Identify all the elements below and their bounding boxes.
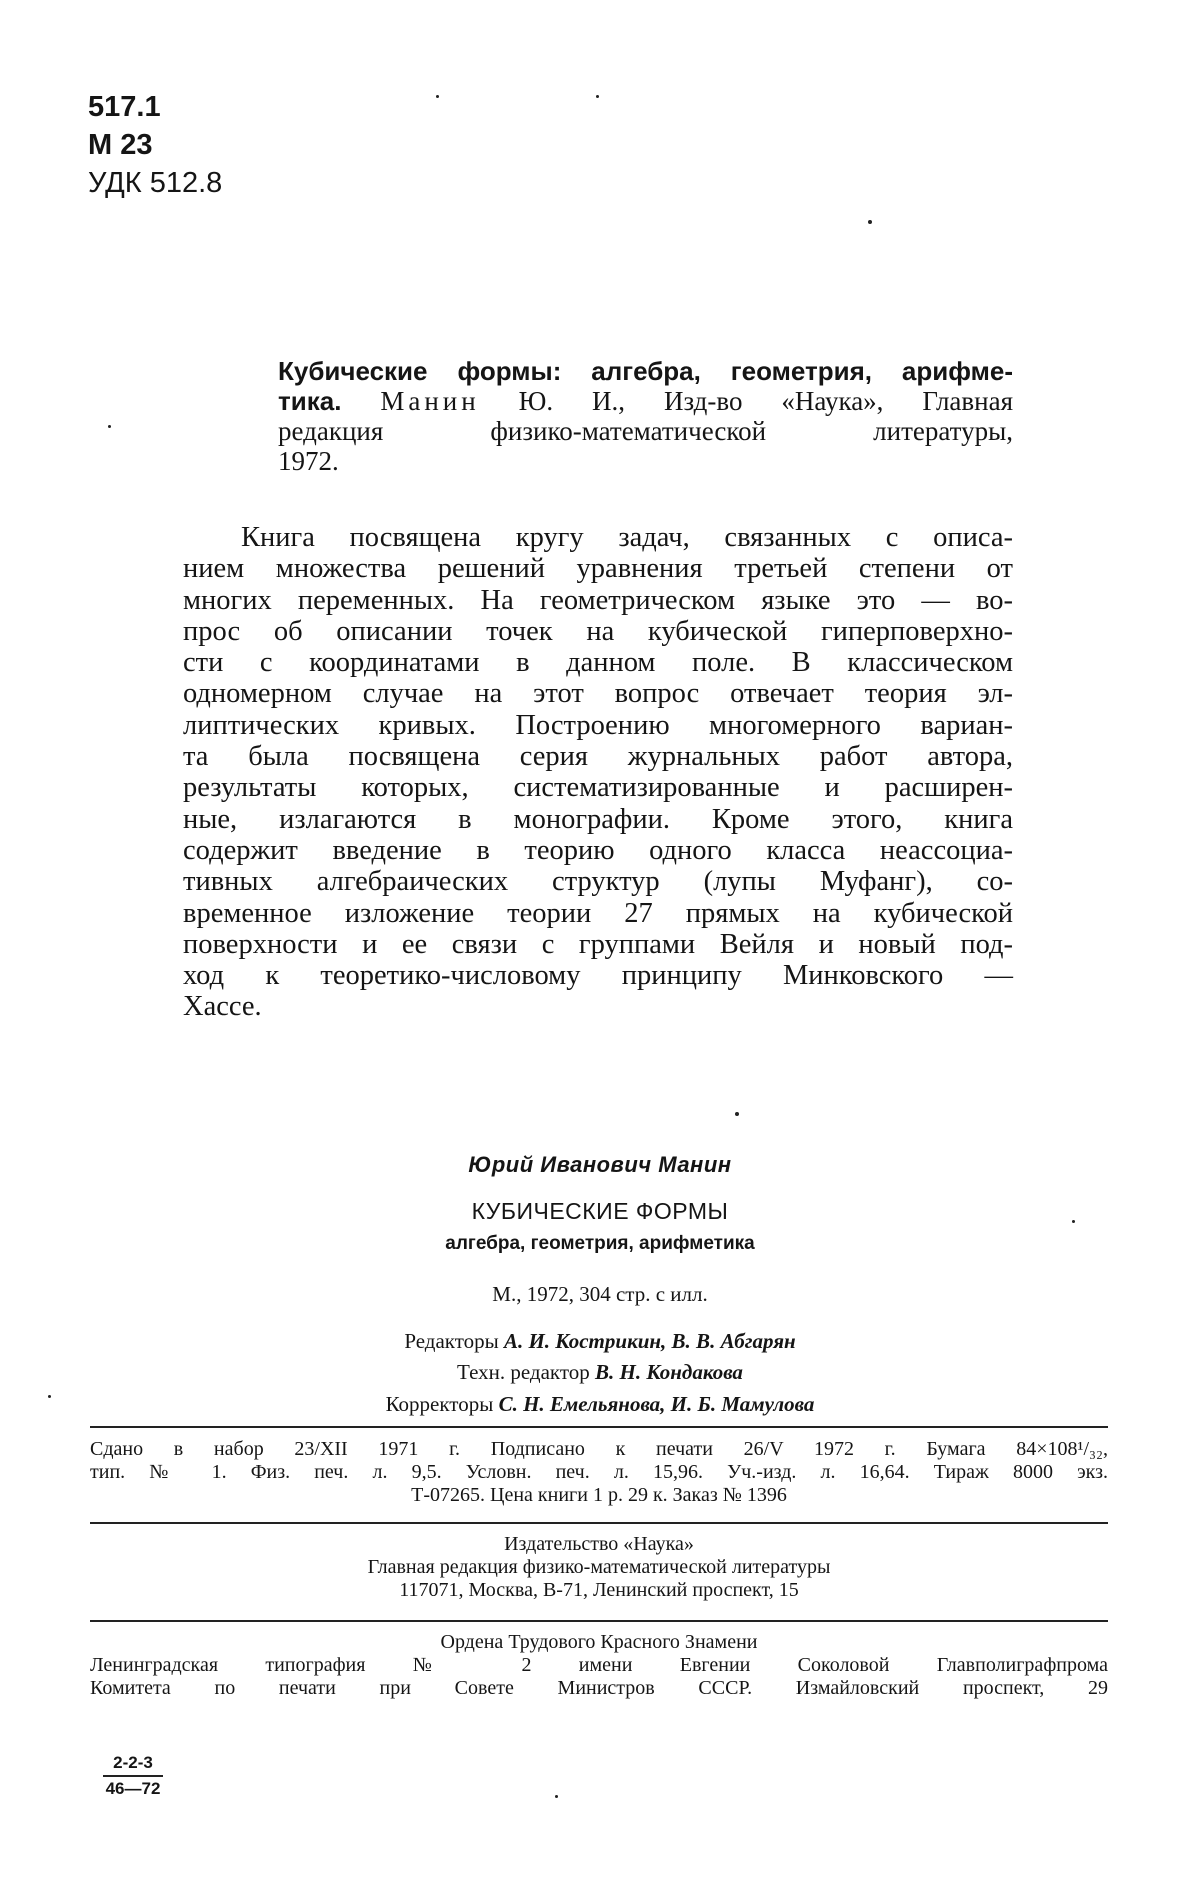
tech-editor-line xyxy=(90,1360,1110,1385)
scan-speck xyxy=(48,1395,51,1398)
editors-names: А. И. Кострикин, В. В. Абгарян xyxy=(503,1329,796,1353)
scan-speck xyxy=(108,425,111,428)
bbk-code: 517.1 xyxy=(88,91,161,123)
publisher-line: Главная редакция физико-математической литературы xyxy=(367,1556,831,1578)
colophon-author: Юрий Иванович Манин xyxy=(468,1152,732,1177)
editors-line xyxy=(90,1329,1110,1354)
description-line: одномерном случае на этот вопрос отвечает теория эл- xyxy=(183,678,1013,710)
printer-info xyxy=(90,1631,1108,1700)
publication-info: М., 1972, 304 стр. с илл. xyxy=(492,1282,708,1306)
print-info-line: тип. № 1. Физ. печ. л. 9,5. Условн. печ. л. 15,96. Уч.-изд. л. 16,64. Тираж 8000 экз. xyxy=(90,1461,1108,1483)
correctors-line xyxy=(90,1392,1110,1417)
annotation-line: Кубические формы: алгебра, геометрия, арифме- xyxy=(278,356,1013,386)
divider xyxy=(90,1620,1108,1622)
author-surname: Манин xyxy=(380,386,480,416)
book-description xyxy=(183,522,1013,1023)
print-info xyxy=(90,1438,1108,1507)
scan-speck xyxy=(1072,1220,1075,1223)
description-line: сти с координатами в данном поле. В классическом xyxy=(183,647,1013,679)
annotation-line: тика. Манин Ю. И., Изд-во «Наука», Главная xyxy=(278,386,1013,416)
index-fraction xyxy=(103,1753,163,1799)
annotation-line: редакция физико-математической литературы, xyxy=(278,416,1013,446)
publisher-line: Издательство «Наука» xyxy=(504,1533,694,1555)
description-line: поверхности и ее связи с группами Вейля и новый под- xyxy=(183,928,1013,960)
publisher-info xyxy=(90,1533,1108,1602)
description-line: ход к теоретико-числовому принципу Минковского — xyxy=(183,960,1013,992)
description-line: Книга посвящена кругу задач, связанных с описа- xyxy=(241,522,1013,553)
description-line: тивных алгебраических структур (лупы Муфанг), со- xyxy=(183,866,1013,898)
print-info-line: Т-07265. Цена книги 1 р. 29 к. Заказ № 1396 xyxy=(411,1484,787,1506)
colophon-title: КУБИЧЕСКИЕ ФОРМЫ xyxy=(471,1198,729,1224)
description-line: содержит введение в теорию одного класса неассоциа- xyxy=(183,834,1013,866)
index-denominator: 46—72 xyxy=(105,1779,161,1798)
description-line: Хассе. xyxy=(183,991,262,1023)
scan-speck xyxy=(735,1112,739,1116)
tech-editor-name: В. Н. Кондакова xyxy=(594,1360,743,1384)
correctors-label: Корректоры xyxy=(385,1392,494,1416)
bibliographic-annotation xyxy=(278,356,1013,476)
print-info-line: Сдано в набор 23/XII 1971 г. Подписано к печати 26/V 1972 г. Бумага 84×108¹/₃₂, xyxy=(90,1438,1108,1460)
udk-code: УДК 512.8 xyxy=(88,167,223,199)
tech-editor-label: Техн. редактор xyxy=(457,1360,590,1384)
author-mark: М 23 xyxy=(88,129,153,161)
description-line: многих переменных. На геометрическом языке это — во- xyxy=(183,584,1013,616)
divider xyxy=(90,1522,1108,1524)
scan-speck xyxy=(555,1795,558,1798)
scan-speck xyxy=(436,95,439,98)
printer-line: Ленинградская типография № 2 имени Евгении Соколовой Главполиграфпрома xyxy=(90,1654,1108,1676)
description-line: прос об описании точек на кубической гиперповерхно- xyxy=(183,615,1013,647)
divider xyxy=(90,1426,1108,1428)
description-line: ные, излагаются в монографии. Кроме этого, книга xyxy=(183,803,1013,835)
description-line: временное изложение теории 27 прямых на кубической xyxy=(183,897,1013,929)
description-line: та была посвящена серия журнальных работ автора, xyxy=(183,741,1013,773)
scan-speck xyxy=(596,95,599,98)
colophon-subtitle: алгебра, геометрия, арифметика xyxy=(445,1233,755,1254)
description-line: результаты которых, систематизированные и расширен- xyxy=(183,772,1013,804)
description-line: нием множества решений уравнения третьей степени от xyxy=(183,553,1013,585)
annotation-line: 1972. xyxy=(278,446,339,476)
printer-line: Ордена Трудового Красного Знамени xyxy=(440,1631,758,1653)
description-line: липтических кривых. Построению многомерного вариан- xyxy=(183,709,1013,741)
printer-line: Комитета по печати при Совете Министров СССР. Измайловский проспект, 29 xyxy=(90,1677,1108,1699)
publisher-line: 117071, Москва, В-71, Ленинский проспект, 15 xyxy=(399,1579,799,1601)
index-numerator: 2-2-3 xyxy=(103,1753,163,1777)
library-codes xyxy=(88,88,222,202)
scan-speck xyxy=(868,220,872,224)
correctors-names: С. Н. Емельянова, И. Б. Мамулова xyxy=(498,1392,815,1416)
editors-label: Редакторы xyxy=(404,1329,499,1353)
